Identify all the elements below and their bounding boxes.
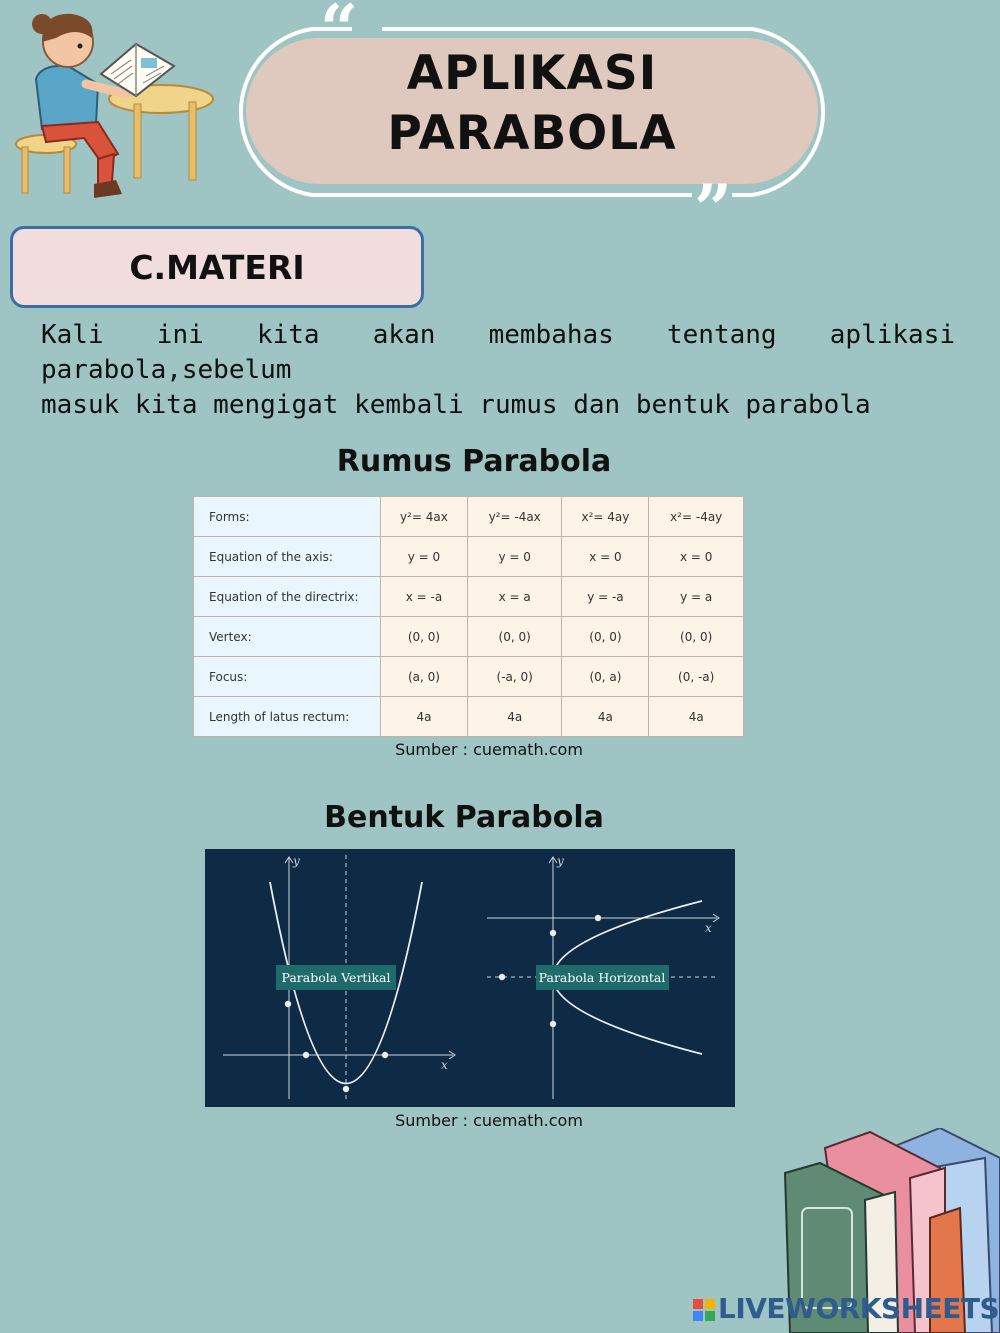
close-quote-icon: ” (694, 170, 732, 248)
title-line-2: PARABOLA (387, 106, 677, 161)
table-cell: x = a (467, 577, 562, 617)
intro-paragraph (41, 318, 955, 423)
table-cell: x = -a (381, 577, 468, 617)
open-quote-icon: “ (320, 0, 358, 68)
table-cell: y = 0 (467, 537, 562, 577)
table-row (194, 577, 744, 617)
horizontal-vertex-point (499, 974, 505, 980)
row-header: Equation of the axis: (194, 537, 381, 577)
intro-line-2: masuk kita mengigat kembali rumus dan bentuk parabola (41, 390, 871, 420)
table-cell: (a, 0) (381, 657, 468, 697)
table-cell: 4a (467, 697, 562, 737)
vertical-point (285, 1001, 291, 1007)
table-cell: x²= 4ay (562, 497, 649, 537)
table-cell: x = 0 (562, 537, 649, 577)
row-header: Length of latus rectum: (194, 697, 381, 737)
liveworksheets-logo (693, 1292, 999, 1325)
table-cell: (0, 0) (381, 617, 468, 657)
table-row (194, 697, 744, 737)
parabola-figure (205, 849, 735, 1107)
rumus-heading: Rumus Parabola (336, 444, 612, 479)
vertical-point (303, 1052, 309, 1058)
page-title (246, 44, 818, 164)
section-header: C.MATERI (129, 248, 305, 287)
table-cell: y = 0 (381, 537, 468, 577)
table-cell: (-a, 0) (467, 657, 562, 697)
table-row (194, 617, 744, 657)
horizontal-x-label: x (705, 921, 712, 935)
horizontal-point (550, 930, 556, 936)
row-header: Equation of the directrix: (194, 577, 381, 617)
table-row (194, 537, 744, 577)
horizontal-point (595, 915, 601, 921)
bentuk-heading: Bentuk Parabola (324, 800, 604, 835)
table-cell: 4a (562, 697, 649, 737)
table-row (194, 657, 744, 697)
table-cell: (0, 0) (562, 617, 649, 657)
vertical-vertex-point (343, 1086, 349, 1092)
girl-reading-illustration (6, 4, 216, 204)
row-header: Vertex: (194, 617, 381, 657)
horizontal-point (550, 1021, 556, 1027)
table-cell: 4a (381, 697, 468, 737)
vertical-y-label: y (293, 854, 300, 868)
table-cell: y²= 4ax (381, 497, 468, 537)
table-cell: y = a (649, 577, 744, 617)
table-cell: y²= -4ax (467, 497, 562, 537)
table-cell: y = -a (562, 577, 649, 617)
table-cell: (0, a) (562, 657, 649, 697)
table-cell: (0, -a) (649, 657, 744, 697)
table-cell: 4a (649, 697, 744, 737)
logo-badge-icon (693, 1299, 715, 1321)
logo-text: LIVEWORKSHEETS (718, 1292, 1000, 1325)
table-source: Sumber : cuemath.com (395, 740, 583, 759)
intro-line-1: Kali ini kita akan membahas tentang aplikasi parabola,sebelum (41, 320, 955, 385)
row-header: Focus: (194, 657, 381, 697)
row-header: Forms: (194, 497, 381, 537)
horizontal-y-label: y (557, 854, 564, 868)
horizontal-parabola-label: Parabola Horizontal (538, 970, 666, 985)
table-cell: x = 0 (649, 537, 744, 577)
title-line-1: APLIKASI (406, 46, 658, 101)
vertical-x-label: x (441, 1058, 448, 1072)
table-cell: x²= -4ay (649, 497, 744, 537)
vertical-point (382, 1052, 388, 1058)
formula-table (193, 496, 744, 737)
table-cell: (0, 0) (467, 617, 562, 657)
table-cell: (0, 0) (649, 617, 744, 657)
vertical-parabola-label: Parabola Vertikal (281, 970, 391, 985)
table-row (194, 497, 744, 537)
figure-source: Sumber : cuemath.com (395, 1111, 583, 1130)
